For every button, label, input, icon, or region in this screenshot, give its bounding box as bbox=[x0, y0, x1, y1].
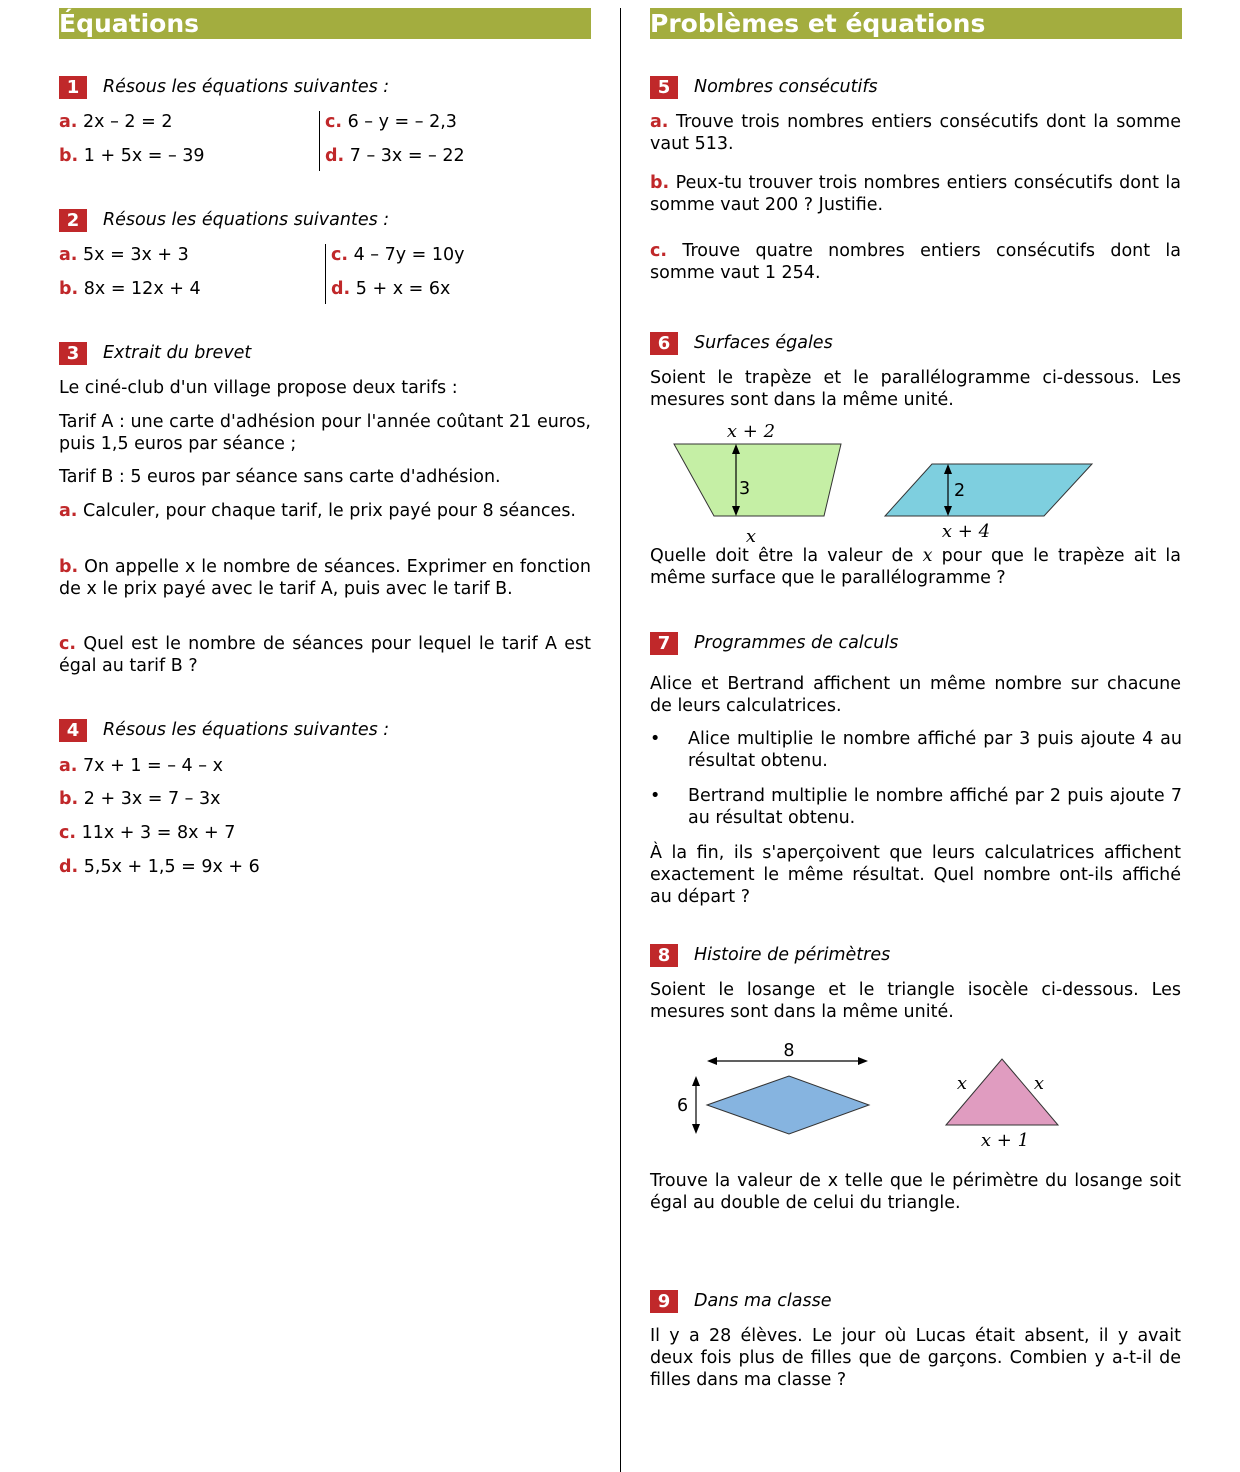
right-column bbox=[650, 8, 1182, 1468]
exercise-2-header bbox=[59, 208, 389, 232]
ex8-intro: Soient le losange et le triangle isocèle ci-dessous. Les mesures sont dans la même unité. bbox=[650, 980, 1181, 1022]
ex2-item-d: d. 5 + x = 6x bbox=[331, 279, 451, 299]
ex6-figure bbox=[650, 418, 1182, 546]
exercise-number: 2 bbox=[59, 209, 87, 232]
ex7-outro: À la fin, ils s'aperçoivent que leurs calculatrices affichent exactement le même résultat. Quel nombre ont-ils affiché au départ ? bbox=[650, 843, 1181, 907]
ex3-item-a: a. Calculer, pour chaque tarif, le prix payé pour 8 séances. bbox=[59, 501, 576, 521]
exercise-8-header bbox=[650, 943, 890, 967]
ex3-tarif-b: Tarif B : 5 euros par séance sans carte d'adhésion. bbox=[59, 467, 501, 487]
arrow-head-icon bbox=[858, 1057, 868, 1065]
column-separator bbox=[325, 244, 326, 304]
rhombus-height-label: 6 bbox=[677, 1096, 689, 1116]
exercise-4-header bbox=[59, 718, 389, 742]
ex2-item-c: c. 4 – 7y = 10y bbox=[331, 245, 465, 265]
ex5-item-a: a. Trouve trois nombres entiers consécutifs dont la somme vaut 513. bbox=[650, 112, 1181, 154]
exercise-6-header bbox=[650, 331, 833, 355]
exercise-1-header bbox=[59, 75, 389, 99]
parallelogram-shape bbox=[885, 464, 1092, 516]
exercise-number: 7 bbox=[650, 632, 678, 655]
ex4-item-c: c. 11x + 3 = 8x + 7 bbox=[59, 823, 236, 843]
triangle-base-label: x + 1 bbox=[980, 1130, 1030, 1151]
ex1-item-a: a. 2x – 2 = 2 bbox=[59, 112, 173, 132]
ex9-text: Il y a 28 élèves. Le jour où Lucas était absent, il y avait deux fois plus de filles que de garçons. Combien y a-t-il de filles dans ma classe ? bbox=[650, 1326, 1181, 1390]
ex4-item-d: d. 5,5x + 1,5 = 9x + 6 bbox=[59, 857, 260, 877]
ex1-item-d: d. 7 – 3x = – 22 bbox=[325, 146, 465, 166]
trapezoid-shape bbox=[674, 444, 841, 516]
ex7-bullet-bertrand: • Bertrand multiplie le nombre affiché par 2 puis ajoute 7 au résultat obtenu. bbox=[650, 786, 1182, 828]
exercise-title: Résous les équations suivantes : bbox=[103, 720, 390, 740]
column-separator bbox=[319, 111, 320, 171]
parallelogram-base-label: x + 4 bbox=[941, 521, 991, 542]
exercise-number: 9 bbox=[650, 1290, 678, 1313]
exercise-number: 1 bbox=[59, 76, 87, 99]
trapezoid-top-label: x + 2 bbox=[726, 421, 776, 442]
ex2-item-b: b. 8x = 12x + 4 bbox=[59, 279, 201, 299]
parallelogram-height-label: 2 bbox=[954, 481, 966, 501]
ex3-intro: Le ciné-club d'un village propose deux tarifs : bbox=[59, 378, 458, 398]
exercise-7-header bbox=[650, 631, 898, 655]
trapezoid-height-label: 3 bbox=[739, 479, 751, 499]
arrow-head-icon bbox=[692, 1076, 700, 1086]
ex6-question: Quelle doit être la valeur de x pour que le trapèze ait la même surface que le parallélogramme ? bbox=[650, 546, 1182, 588]
ex8-figure bbox=[650, 1033, 1182, 1163]
section-header-equations: Équations bbox=[59, 8, 591, 39]
triangle-left-side-label: x bbox=[956, 1073, 968, 1094]
ex2-item-a: a. 5x = 3x + 3 bbox=[59, 245, 189, 265]
exercise-title: Résous les équations suivantes : bbox=[103, 77, 390, 97]
ex4-item-b: b. 2 + 3x = 7 – 3x bbox=[59, 789, 221, 809]
rhombus-shape bbox=[707, 1076, 869, 1134]
ex6-intro: Soient le trapèze et le parallélogramme ci-dessous. Les mesures sont dans la même unité. bbox=[650, 368, 1181, 410]
exercise-number: 5 bbox=[650, 76, 678, 99]
exercise-title: Programmes de calculs bbox=[694, 633, 899, 653]
exercise-title: Nombres consécutifs bbox=[694, 77, 878, 97]
triangle-right-side-label: x bbox=[1033, 1073, 1045, 1094]
arrow-head-icon bbox=[707, 1057, 717, 1065]
bullet-icon: • bbox=[650, 786, 661, 806]
ex3-item-b: b. On appelle x le nombre de séances. Exprimer en fonction de x le prix payé avec le tarif A, puis avec le tarif B. bbox=[59, 557, 591, 599]
ex1-item-c: c. 6 – y = – 2,3 bbox=[325, 112, 457, 132]
column-divider bbox=[620, 8, 621, 1472]
section-header-problems: Problèmes et équations bbox=[650, 8, 1182, 39]
exercise-title: Histoire de périmètres bbox=[694, 945, 891, 965]
ex1-item-b: b. 1 + 5x = – 39 bbox=[59, 146, 205, 166]
ex7-intro: Alice et Bertrand affichent un même nombre sur chacune de leurs calculatrices. bbox=[650, 674, 1181, 716]
exercise-number: 8 bbox=[650, 944, 678, 967]
bullet-icon: • bbox=[650, 729, 661, 749]
exercise-number: 3 bbox=[59, 342, 87, 365]
ex5-item-b: b. Peux-tu trouver trois nombres entiers consécutifs dont la somme vaut 200 ? Justifie. bbox=[650, 173, 1181, 215]
trapezoid-bottom-label: x bbox=[745, 526, 757, 546]
ex3-tarif-a: Tarif A : une carte d'adhésion pour l'année coûtant 21 euros, puis 1,5 euros par séance ; bbox=[59, 412, 591, 454]
exercise-title: Extrait du brevet bbox=[103, 343, 252, 363]
exercise-9-header bbox=[650, 1289, 832, 1313]
exercise-title: Dans ma classe bbox=[694, 1291, 832, 1311]
arrow-head-icon bbox=[692, 1124, 700, 1134]
ex5-item-c: c. Trouve quatre nombres entiers consécutifs dont la somme vaut 1 254. bbox=[650, 241, 1181, 283]
left-column bbox=[59, 8, 591, 1468]
exercise-5-header bbox=[650, 75, 878, 99]
exercise-number: 4 bbox=[59, 719, 87, 742]
rhombus-width-label: 8 bbox=[783, 1041, 795, 1061]
ex4-item-a: a. 7x + 1 = – 4 – x bbox=[59, 756, 223, 776]
exercise-3-header bbox=[59, 341, 251, 365]
ex8-question: Trouve la valeur de x telle que le périmètre du losange soit égal au double de celui du triangle. bbox=[650, 1171, 1181, 1213]
exercise-title: Surfaces égales bbox=[694, 333, 833, 353]
ex3-item-c: c. Quel est le nombre de séances pour lequel le tarif A est égal au tarif B ? bbox=[59, 634, 591, 676]
exercise-number: 6 bbox=[650, 332, 678, 355]
ex7-bullet-alice: • Alice multiplie le nombre affiché par 3 puis ajoute 4 au résultat obtenu. bbox=[650, 729, 1182, 771]
exercise-title: Résous les équations suivantes : bbox=[103, 210, 390, 230]
